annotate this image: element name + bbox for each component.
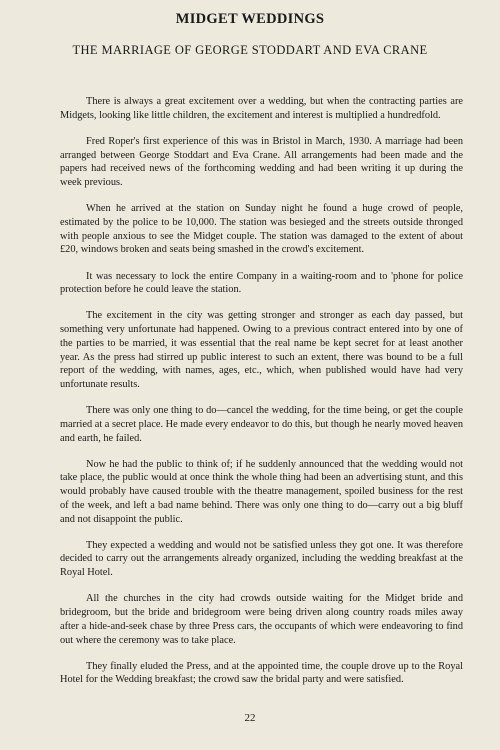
paragraph: It was necessary to lock the entire Company in a waiting-room and to 'phone for police protection before he could leave the station. bbox=[60, 270, 463, 296]
paragraph: Now he had the public to think of; if he suddenly announced that the wedding would not take place, the public would at once think the whole thing had been an advertising stunt, and this would probably have caused trouble with the theatre management, spoiled business for the rest of the week, and left a bad name behind. There was only one thing to do—carry out a big bluff and not disappoint the public. bbox=[60, 458, 463, 525]
chapter-title: THE MARRIAGE OF GEORGE STODDART AND EVA CRANE bbox=[72, 43, 428, 57]
running-head: MIDGET WEDDINGS bbox=[175, 11, 325, 27]
paragraph: There was only one thing to do—cancel the wedding, for the time being, or get the couple married at a secret place. He made every endeavor to do this, but though he nearly moved heaven and earth, he failed. bbox=[60, 405, 463, 444]
paragraph: There is always a great excitement over a wedding, but when the contracting parties are Midgets, looking like little children, the excitement and interest is multiplied a hundredfold. bbox=[60, 96, 463, 121]
paragraph: They expected a wedding and would not be satisfied unless they got one. It was therefore decided to carry out the arrangements already organized, including the wedding breakfast at the Royal Hotel. bbox=[60, 539, 463, 579]
paragraph: When he arrived at the station on Sunday night he found a huge crowd of people, estimated by the police to be 10,000. The station was besieged and the streets outside thronged with people anxious to see the Midget couple. The station was damaged to the extent of about £20, windows broken and seats being smashed in the crowd's excitement. bbox=[60, 203, 463, 256]
page-number: 22 bbox=[244, 712, 256, 724]
paragraph: They finally eluded the Press, and at the appointed time, the couple drove up to the Royal Hotel for the Wedding breakfast; the crowd saw the bridal party and were satisfied. bbox=[60, 660, 463, 686]
body-text bbox=[60, 95, 463, 700]
paragraph: The excitement in the city was getting stronger and stronger as each day passed, but something very unfortunate had happened. Owing to a previous contract entered into by one of the parties to be married, it was essential that the real name be kept secret for at least another year. As the press had stirred up public interest to such an extent, there was bound to be a full report of the wedding, with names, ages, etc., which, when published would have had very unfortunate results. bbox=[60, 310, 463, 390]
paragraph: Fred Roper's first experience of this was in Bristol in March, 1930. A marriage had been arranged between George Stoddart and Eva Crane. All arrangements had been made and the papers had received news of the forthcoming wedding and had been writing it up during the week previous. bbox=[60, 135, 463, 189]
paragraph: All the churches in the city had crowds outside waiting for the Midget bride and bridegroom, but the bride and bridegroom were being driven along country roads miles away after a hide-and-seek chase by three Press cars, the occupants of which were endeavoring to find out where the ceremony was to take place. bbox=[60, 593, 463, 646]
